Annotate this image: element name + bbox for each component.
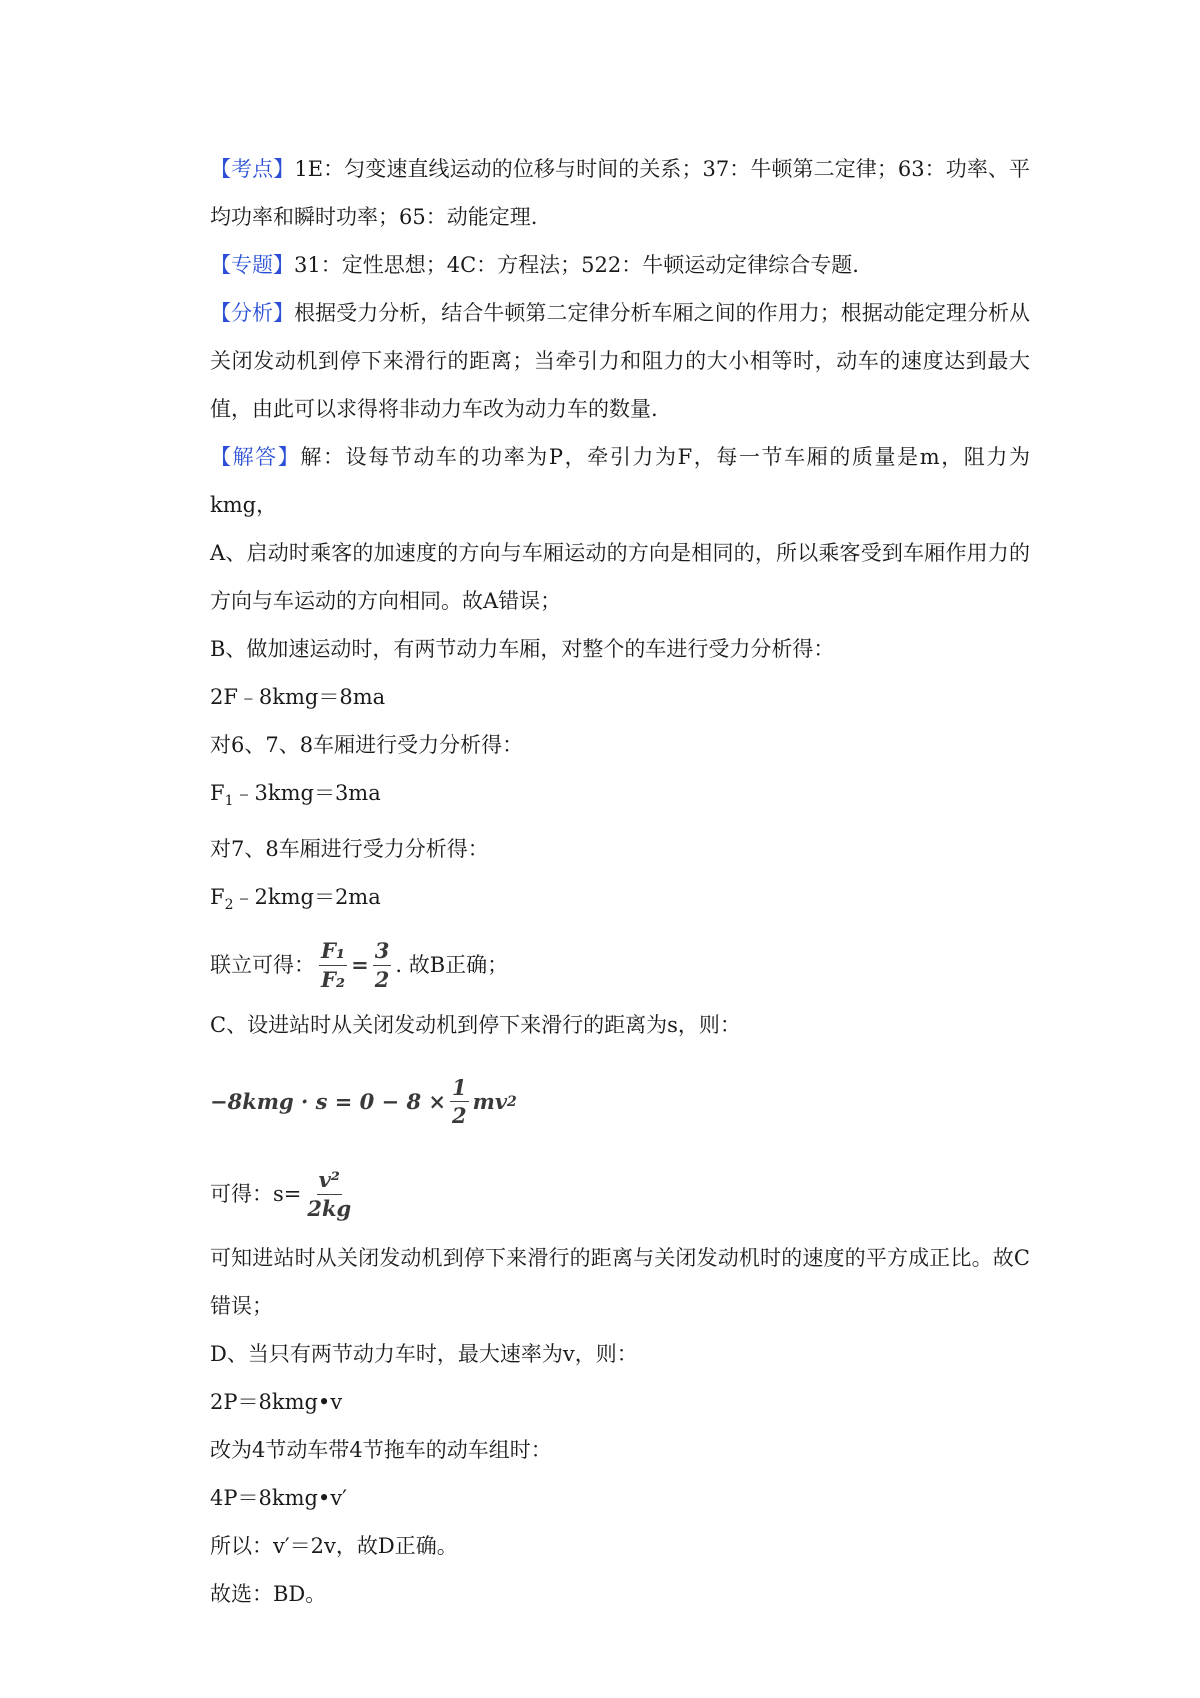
jieda-tag: 【解答】 [210,445,301,469]
ratio-numerator: F₁ [319,939,347,965]
f1-rest: ﹣3kmg＝3ma [233,781,381,805]
distance-result-line [210,1154,1030,1234]
ratio-equals: = [351,952,369,977]
f1-subscript: 1 [224,793,234,809]
ratio-value-denominator: 2 [374,966,390,992]
option-d-conclusion: 所以：v′＝2v，故D正确。 [210,1534,458,1558]
option-c-intro: C、设进站时从关闭发动机到停下来滑行的距离为s，则： [210,1013,741,1037]
solution-content [210,145,1030,1618]
ratio-result-line [210,929,1030,1001]
distance-fraction [305,1168,353,1219]
kaodian-text: 1E：匀变速直线运动的位移与时间的关系；37：牛顿第二定律；63：功率、平均功率和瞬时功率；65：动能定理. [210,157,1030,229]
final-answer: 故选：BD。 [210,1582,327,1606]
ke-half-denominator: 2 [451,1103,467,1128]
ke-half-numerator: 1 [450,1076,469,1102]
ratio-value-fraction [373,939,392,990]
zhuanti-paragraph [210,241,1030,289]
f2-symbol: F [210,885,225,909]
distance-numerator: v² [317,1168,342,1194]
kaodian-tag: 【考点】 [210,157,295,181]
ke-exponent: 2 [507,1093,517,1110]
f2-subscript: 2 [224,897,234,913]
distance-denominator: 2kg [307,1195,352,1221]
zhuanti-tag: 【专题】 [210,253,294,277]
fenxi-tag: 【分析】 [210,301,295,325]
ratio-denominator: F₂ [321,966,346,992]
distance-prefix: 可得：s= [210,1182,302,1206]
ke-left-side: −8kmg · s = 0 − 8 × [210,1088,446,1114]
equation-f1 [210,769,1030,825]
analysis-cars-78: 对7、8车厢进行受力分析得： [210,837,489,861]
fenxi-text: 根据受力分析，结合牛顿第二定律分析车厢之间的作用力；根据动能定理分析从关闭发动机到停下来滑行的距离；当牵引力和阻力的大小相等时，动车的速度达到最大值，由此可以求得将非动力车改为动力车的数量. [210,301,1031,421]
kaodian-paragraph [210,145,1030,241]
f1-symbol: F [210,781,225,805]
f2-rest: ﹣2kmg＝2ma [233,885,381,909]
equation-f2 [210,873,1030,929]
ke-mv: mv [472,1088,508,1114]
option-d-intro: D、当只有两节动力车时，最大速率为v，则： [210,1342,638,1366]
jieda-text: 解：设每节动车的功率为P，牵引力为F，每一节车厢的质量是m，阻力为kmg， [210,445,1030,517]
ratio-f1-f2-fraction [319,939,347,990]
equation-4p: 4P＝8kmg•v′ [210,1486,347,1510]
option-a-text: A、启动时乘客的加速度的方向与车厢运动的方向是相同的，所以乘客受到车厢作用力的方向与车运动的方向相同。故A错误； [210,541,1030,613]
zhuanti-text: 31：定性思想；4C：方程法；522：牛顿运动定律综合专题. [294,253,859,277]
ratio-suffix: . 故B正确； [395,953,509,977]
option-d-change: 改为4节动车带4节拖车的动车组时： [210,1438,552,1462]
equation-2p: 2P＝8kmg•v [210,1390,343,1414]
ke-half-fraction [450,1076,469,1127]
kinetic-energy-equation [210,1049,1030,1154]
option-b-intro: B、做加速运动时，有两节动力车厢，对整个的车进行受力分析得： [210,637,835,661]
jieda-paragraph [210,433,1030,529]
equation-whole-train: 2F﹣8kmg＝8ma [210,685,386,709]
fenxi-paragraph [210,289,1030,433]
ratio-prefix: 联立可得： [210,953,315,977]
analysis-cars-678: 对6、7、8车厢进行受力分析得： [210,733,524,757]
option-c-conclusion: 可知进站时从关闭发动机到停下来滑行的距离与关闭发动机时的速度的平方成正比。故C错误； [210,1246,1030,1318]
ratio-value-numerator: 3 [373,939,392,965]
